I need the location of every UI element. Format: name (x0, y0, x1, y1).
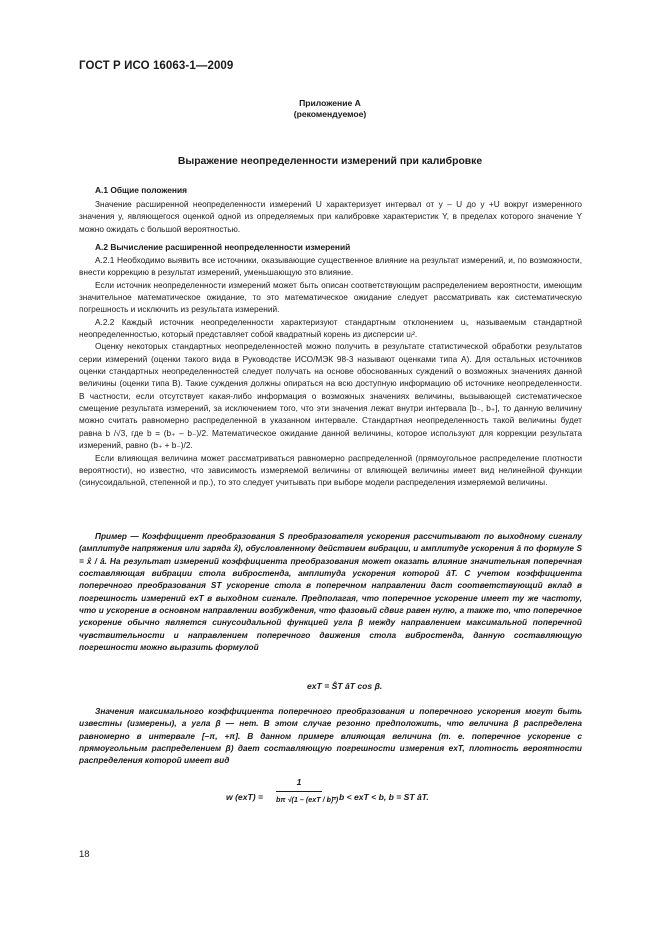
formula-transverse-error: exT = ŜT âT cos β. (307, 681, 383, 691)
example-paragraph-1: Пример — Коэффициент преобразования S преобразователя ускорения рассчитывают по выходному сигналу (амплитуде напряжения или заряда x̂), обусловленному действием вибрации, и амплитуде ускорения â по формуле S = x̂ / â. На результат измерений коэффициента преобразования может оказать влияние значительная поперечная составляющая вибрации стола вибростенда, амплитуда ускорения которой âT. С учетом коэффициента поперечного преобразования ST ускорение стола в поперечном направлении даст соответствующий вклад в погрешность измерений exT в выходном сигнале. Предполагая, что поперечное ускорение имеет ту же частоту, что и ускорение в основном направлении возбуждения, что фазовый сдвиг равен нулю, а также то, что поперечное ускорение обычно является синусоидальной функцией угла β между направлением максимальной поперечной чувствительности и направлением поперечного движения стола вибростенда, данную составляющую погрешности можно выразить формулой (79, 531, 582, 653)
paragraph-a22: А.2.2 Каждый источник неопределенности характеризуют стандартным отклонением uᵢ, называемым стандартной неопределенностью, который представляет собой квадратный корень из дисперсии uᵢ². (79, 316, 582, 340)
formula-numerator: 1 (296, 777, 302, 787)
appendix-title: Выражение неопределенности измерений при калибровке (177, 156, 483, 167)
formula-lhs: w (exT) = (226, 792, 264, 802)
section-a1-body (79, 198, 582, 235)
paragraph-nonlinear: Если влияющая величина может рассматриваться равномерно распределенной (прямоугольное распределение плотности вероятности), но известно, что зависимость измеряемой величины от влияющей величины имеет вид нелинейной функции (синусоидальной, степенной и пр.), то это следует учитывать при выборе модели распределения измеряемой величины. (79, 452, 582, 488)
paragraph-a21: А.2.1 Необходимо выявить все источники, оказывающие существенное влияние на результат измерений, и, по возможности, внести коррекцию в результат измерений, уменьшающую это влияние. (79, 255, 582, 278)
example-block-2 (79, 705, 582, 767)
section-a1-paragraph: Значение расширенной неопределенности измерений U характеризует интервал от y – U до y +U вокруг измеренного значения y, являющегося оценкой одной из определяемых при калибровке характеристик Y, в пределах которого значение Y можно ожидать с большой вероятностью. (79, 199, 582, 234)
fraction-bar (276, 791, 322, 792)
appendix-heading (79, 98, 581, 120)
page-number: 18 (79, 849, 90, 860)
paragraph-type-a-b: Оценку некоторых стандартных неопределенностей можно получить в результате статистической обработки результатов серии измерений (оценки такого вида в Руководстве ИСО/МЭК 98-3 называют оценками типа A). Для остальных источников оценки стандартных неопределенностей следует получать на основе обоснованных суждений о возможных значениях данной величины (оценки типа B). Такие суждения должны опираться на всю доступную информацию об источнике неопределенности. В частности, если отсутствует какая-либо информация о возможных значениях величины, вызывающей систематическое смещение результата измерений, за исключением того, что эти значения лежат внутри интервала [b₋, b₊], то данную величину можно считать равномерно распределенной в указанном интервале. Стандартная неопределенность такой величины будет равна b /√3, где b = (b₊ – b₋)/2. Математическое ожидание данной величины, которое используют для коррекции результата измерений, равно (b₊ + b₋)/2. (79, 341, 582, 451)
section-a2-heading: А.2 Вычисление расширенной неопределенности измерений (95, 242, 351, 252)
paragraph-systematic-error: Если источник неопределенности измерений может быть описан соответствующим распределением вероятности, имеющим значительное математическое ожидание, то это математическое ожидание следует рассматривать как систематическую погрешность и исключить из результата измерений. (79, 279, 582, 315)
example-block (79, 530, 582, 653)
section-a2-body (79, 254, 582, 489)
appendix-status: (рекомендуемое) (293, 109, 367, 119)
appendix-label: Приложение А (299, 98, 361, 108)
formula-rhs: , – b < exT < b, b = ST âT. (327, 792, 429, 802)
example-paragraph-2: Значения максимального коэффициента поперечного преобразования и поперечного ускорения могут быть известны (измерены), а угла β — нет. В этом случае резонно предположить, что величина β распределена равномерно в интервале [–π, +π]. В данном примере влияющая величина (т. е. поперечное ускорение с прямоугольным распределением β) дает составляющую погрешности измерения exT, плотность вероятности распределения которой имеет вид (79, 706, 582, 766)
section-a1-heading: А.1 Общие положения (95, 185, 188, 195)
formula-denominator: bπ √(1 – (exT / b)²) (276, 795, 339, 804)
document-code-header: ГОСТ Р ИСО 16063-1—2009 (79, 60, 234, 72)
